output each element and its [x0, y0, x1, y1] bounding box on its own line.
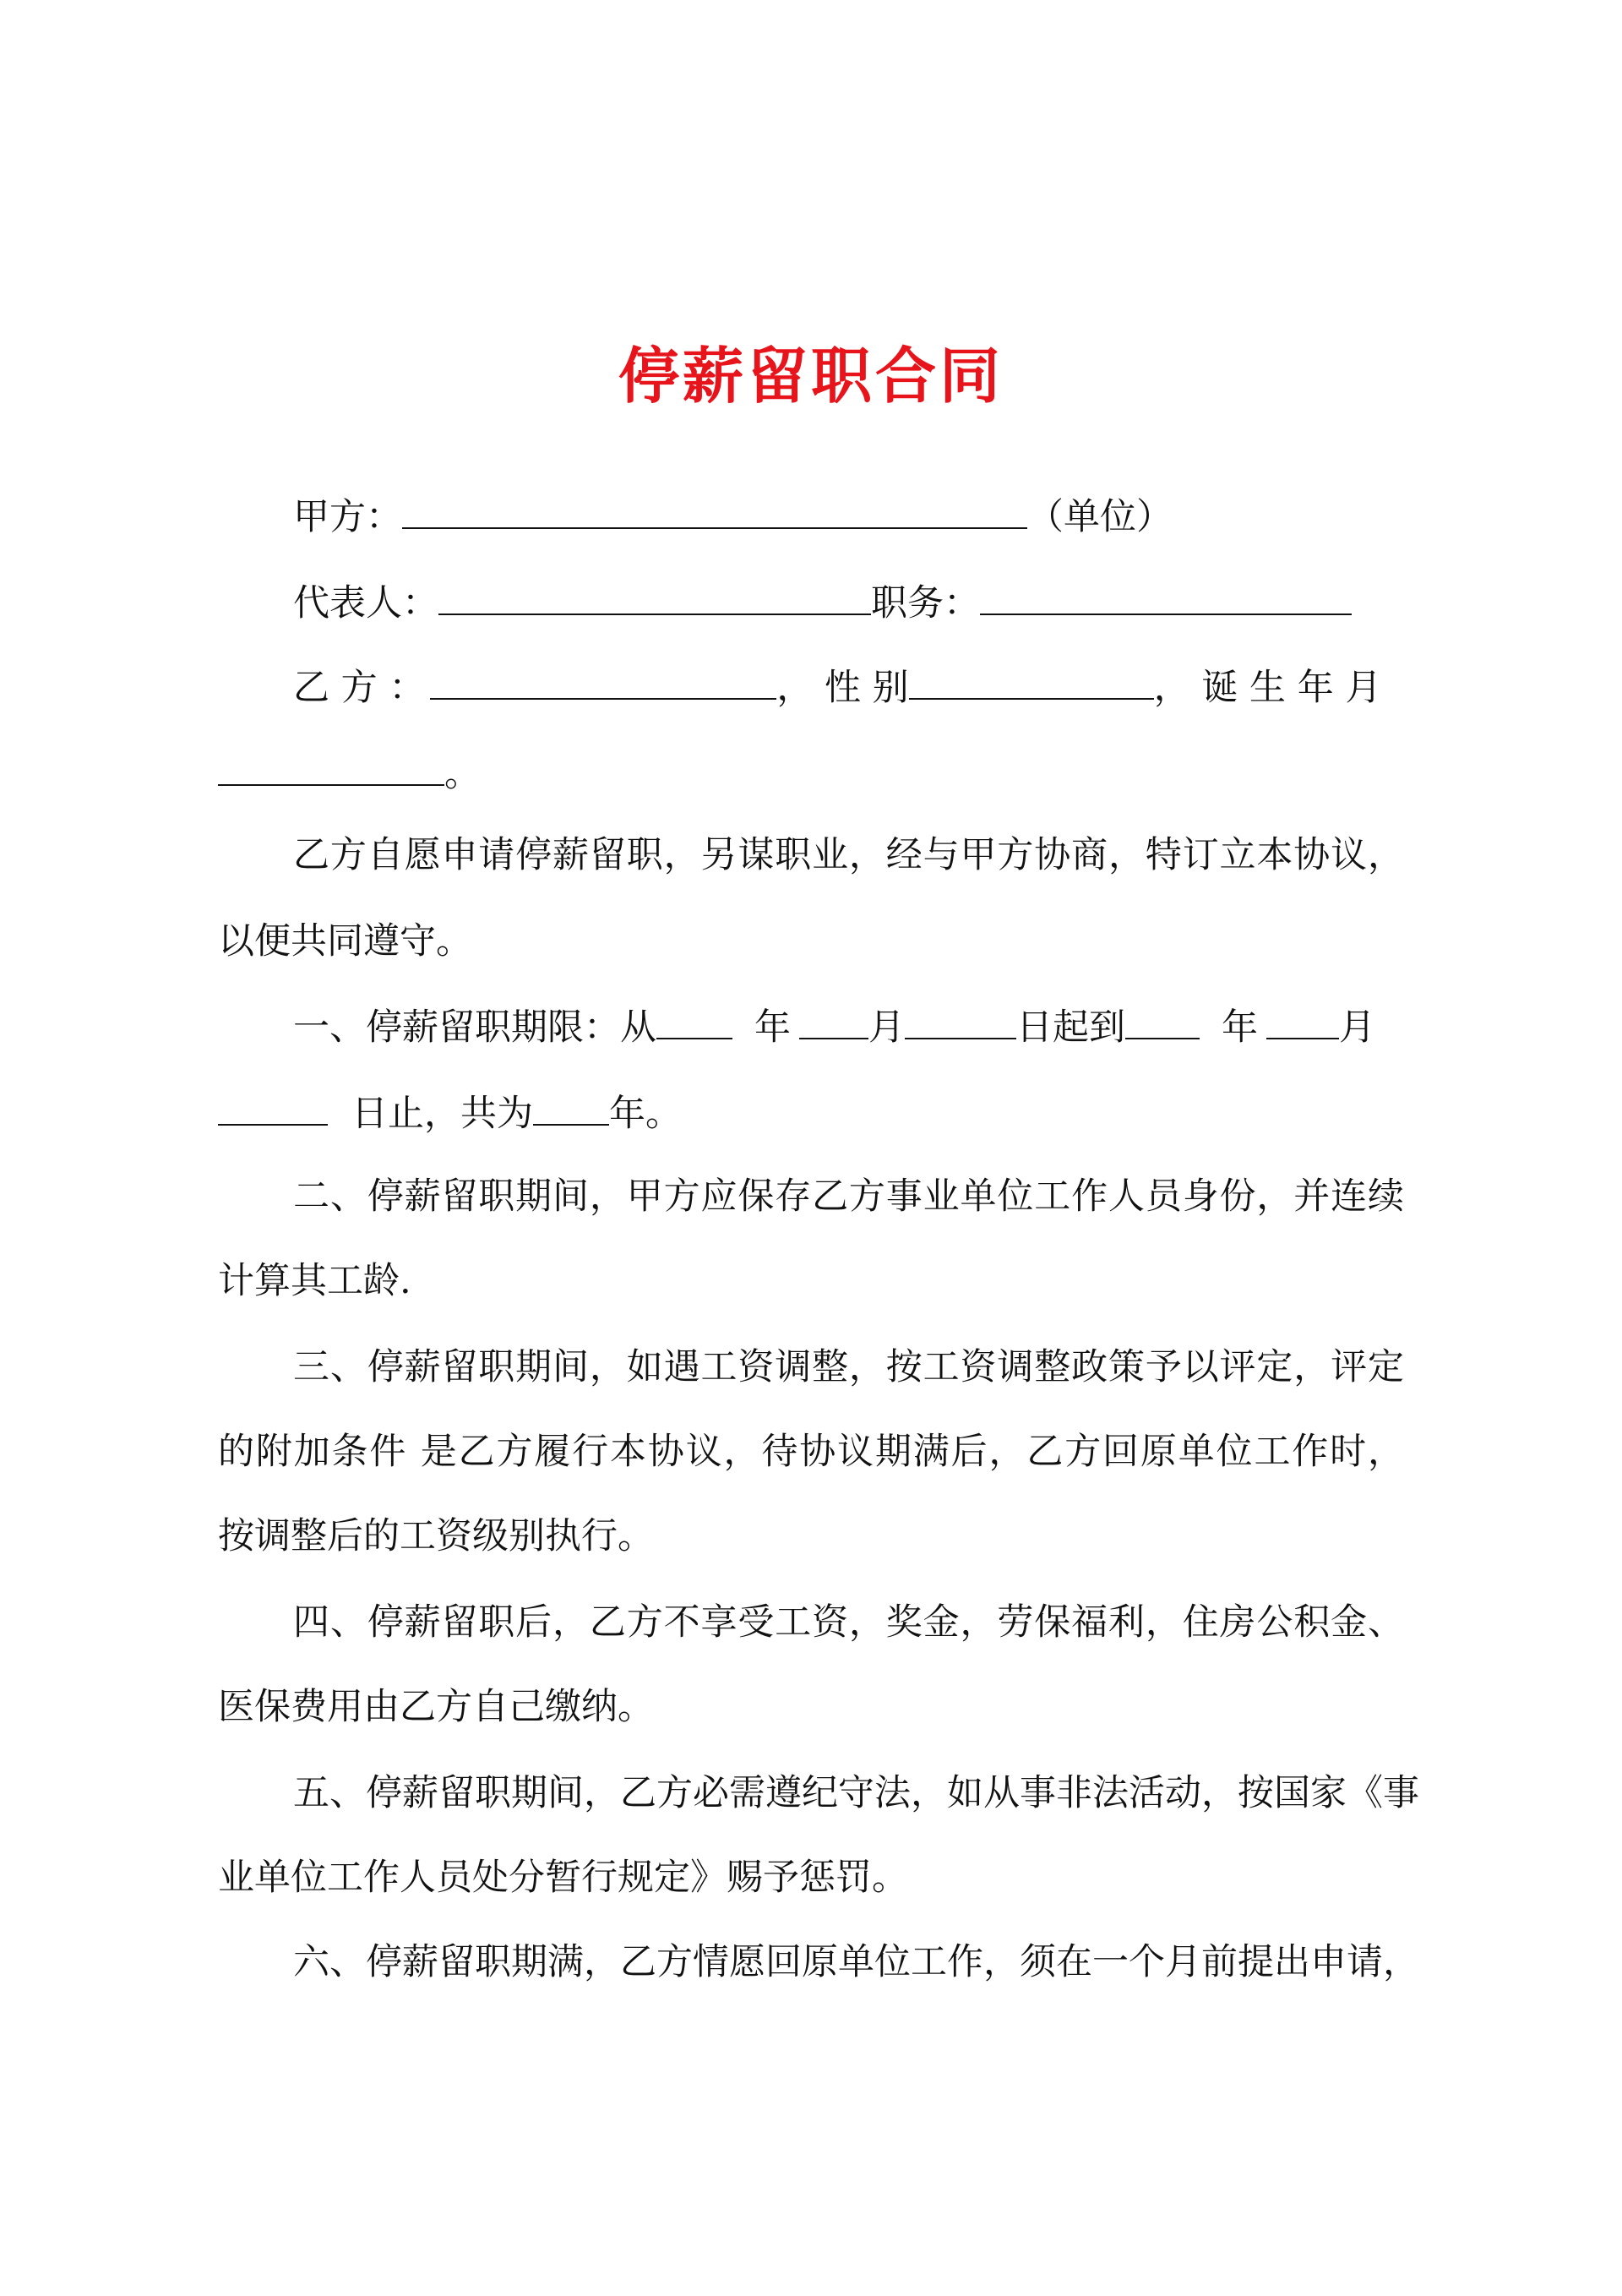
clause-3-line-1: 三、停薪留职期间，如遇工资调整，按工资调整政策予以评定，评定: [293, 1346, 1404, 1388]
start-month-blank[interactable]: [799, 1001, 868, 1039]
representative-line: [218, 576, 1404, 629]
clause-5-line-1: 五、停薪留职期间，乙方必需遵纪守法，如从事非法活动，按国家《事: [293, 1772, 1419, 1814]
start-year-label: 年: [754, 1006, 791, 1049]
clause-6-line-1: 六、停薪留职期满，乙方情愿回原单位工作，须在一个月前提出申请，: [293, 1941, 1419, 1983]
end-month-blank[interactable]: [1266, 1001, 1339, 1039]
intro-line-1: 乙方自愿申请停薪留职，另谋职业，经与甲方协商，特订立本协议，: [293, 834, 1404, 876]
start-day-blank[interactable]: [905, 1001, 1016, 1039]
total-years-label: 年。: [609, 1093, 682, 1135]
gender-blank[interactable]: [909, 661, 1154, 700]
end-day-blank[interactable]: [218, 1087, 328, 1126]
clause-1-line-2: [218, 1087, 1404, 1139]
intro-line-2: 以便共同遵守。: [218, 920, 472, 963]
clause-1-line-1: [218, 1001, 1404, 1053]
start-month-label: 月: [868, 1006, 905, 1049]
party-b-label: 乙 方 ：: [293, 667, 426, 709]
party-b-line: [218, 661, 1404, 713]
birth-line-end: 。: [444, 753, 481, 795]
day-to-label: 日起到: [1016, 1006, 1125, 1049]
representative-blank[interactable]: [438, 576, 871, 615]
party-b-blank[interactable]: [430, 661, 776, 700]
clause-1-prefix: 一、停薪留职期限：从: [293, 1006, 656, 1049]
end-year-label: 年: [1222, 1006, 1258, 1049]
clause-3-line-3: 按调整后的工资级别执行。: [218, 1515, 654, 1557]
total-years-blank[interactable]: [533, 1087, 609, 1126]
clause-3-line-2: 的附加条件 是乙方履行本协议，待协议期满后，乙方回原单位工作时，: [218, 1431, 1404, 1473]
party-a-blank[interactable]: [402, 490, 1027, 529]
clause-2-line-1: 二、停薪留职期间，甲方应保存乙方事业单位工作人员身份，并连续: [293, 1175, 1404, 1218]
clause-4-line-1: 四、停薪留职后，乙方不享受工资，奖金，劳保福利，住房公积金、: [293, 1601, 1404, 1644]
party-a-line: [218, 490, 1404, 543]
representative-label: 代表人：: [293, 582, 438, 624]
party-a-suffix: （单位）: [1027, 496, 1173, 538]
end-month-label: 月: [1339, 1006, 1375, 1049]
document-title: 停薪留职合同: [618, 340, 1004, 412]
birth-label: ， 诞 生 年 月: [1153, 667, 1382, 709]
party-a-label: 甲方：: [293, 496, 402, 538]
position-label: 职务：: [871, 582, 980, 624]
gender-label: ， 性 别: [776, 667, 909, 709]
clause-4-line-2: 医保费用由乙方自己缴纳。: [218, 1686, 654, 1728]
birth-date-blank[interactable]: [218, 747, 444, 786]
position-blank[interactable]: [980, 576, 1352, 615]
birth-date-line: [218, 747, 1404, 799]
start-year-blank[interactable]: [656, 1001, 732, 1039]
end-year-blank[interactable]: [1125, 1001, 1200, 1039]
day-end-label: 日止，共为: [351, 1093, 533, 1135]
clause-5-line-2: 业单位工作人员处分暂行规定》赐予惩罚。: [218, 1857, 908, 1899]
clause-2-line-2: 计算其工龄.: [218, 1260, 411, 1302]
